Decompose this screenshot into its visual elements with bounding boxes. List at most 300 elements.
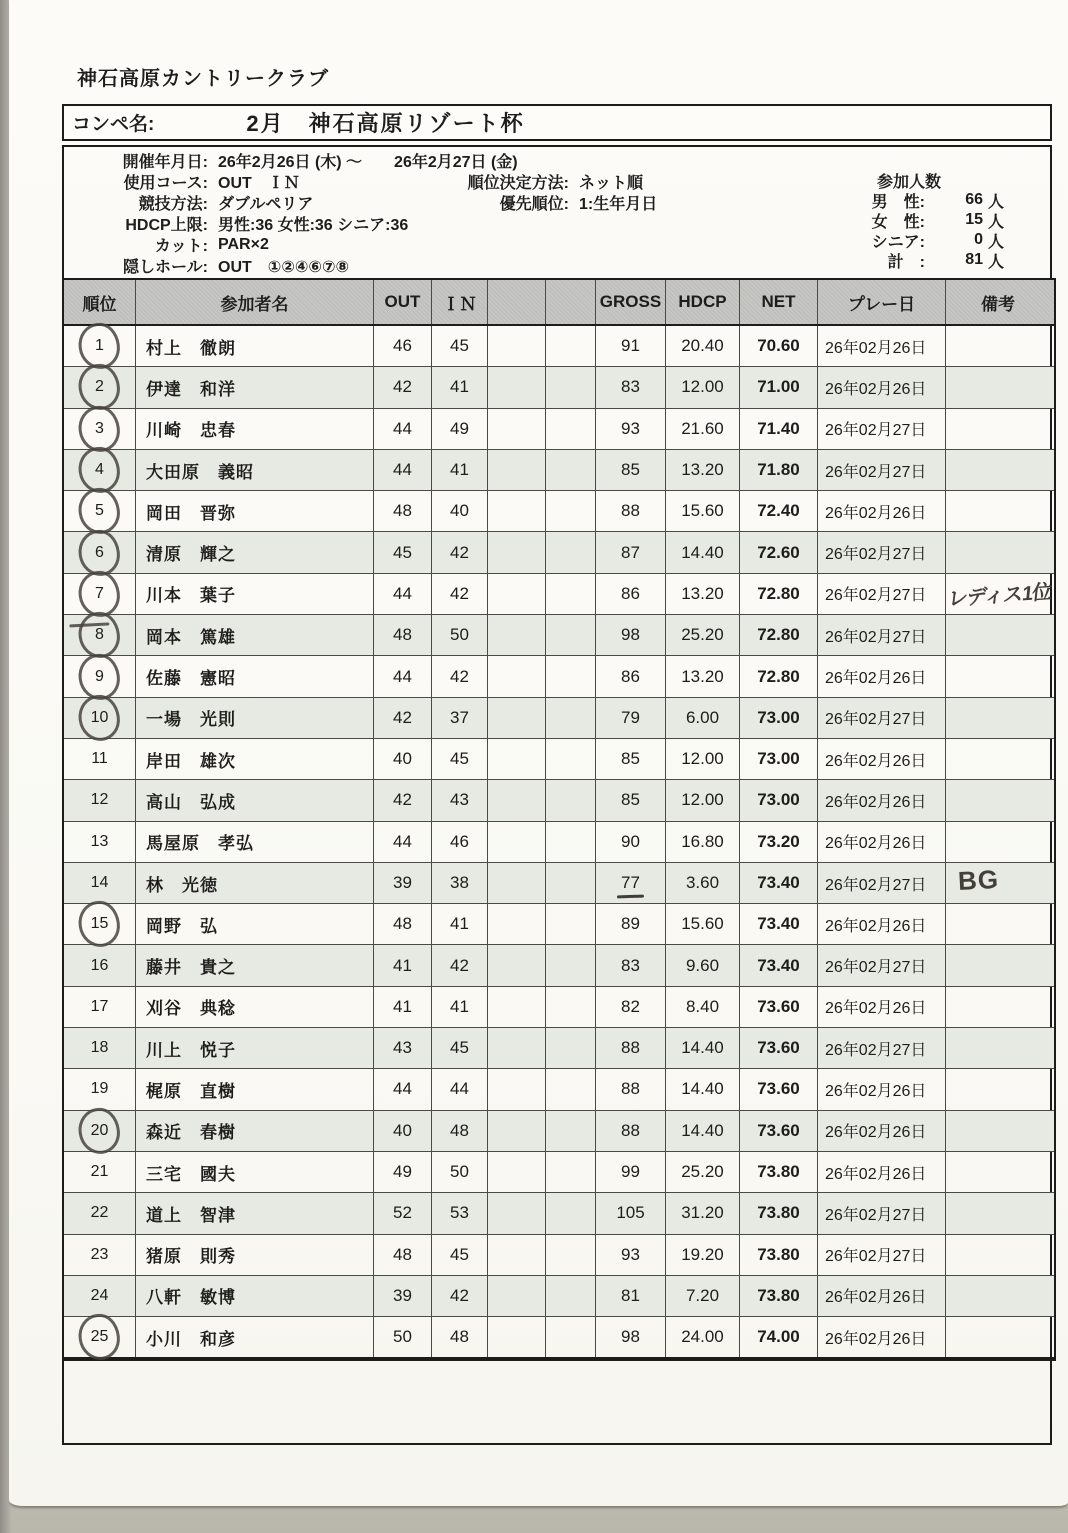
- handwritten-note: レディス1位: [946, 581, 1053, 611]
- participant-name-cell: 清原 輝之: [136, 532, 374, 572]
- participant-name-cell: 岡本 篤雄: [136, 615, 374, 655]
- column-header: HDCP: [666, 280, 740, 324]
- play-date-cell: 26年02月26日: [818, 1152, 946, 1192]
- out-score-cell: 43: [374, 1028, 432, 1068]
- in-score-cell: 48: [432, 1111, 488, 1151]
- out-score-cell: 40: [374, 1111, 432, 1151]
- gross-score-value: 85: [621, 790, 640, 810]
- in-score-cell: 49: [432, 409, 488, 449]
- net-score-cell: 73.60: [740, 1028, 818, 1068]
- play-date-cell: 26年02月27日: [818, 615, 946, 655]
- empty-cell: [488, 326, 546, 366]
- participant-count-label: 男 性:: [871, 193, 925, 211]
- out-score-cell: 44: [374, 1069, 432, 1109]
- rank-cell: [64, 491, 136, 531]
- out-score-cell: 41: [374, 945, 432, 985]
- rank-number: 9: [95, 667, 104, 685]
- empty-cell: [488, 739, 546, 779]
- empty-cell: [488, 904, 546, 944]
- competition-name: 2月 神石高原リゾート杯: [246, 111, 525, 136]
- remarks-cell: [946, 1276, 1050, 1316]
- empty-cell: [488, 1276, 546, 1316]
- competition-name-box: [62, 104, 1052, 141]
- column-header: 参加者名: [136, 280, 374, 324]
- gross-score-value: 105: [616, 1203, 645, 1223]
- in-score-cell: 41: [432, 987, 488, 1027]
- empty-cell: [546, 409, 596, 449]
- play-date-cell: 26年02月26日: [818, 491, 946, 531]
- column-header: ＩＮ: [432, 280, 488, 324]
- gross-score-cell: [596, 987, 666, 1027]
- rank-number: 4: [95, 461, 104, 479]
- play-date-cell: 26年02月27日: [818, 409, 946, 449]
- info-value: 男性:36 女性:36 シニア:36: [218, 217, 409, 234]
- participant-name-cell: 猪原 則秀: [136, 1235, 374, 1275]
- info-mid-label: 順位決定方法:: [467, 175, 569, 192]
- results-table-header: [64, 280, 1054, 326]
- table-row: [64, 822, 1054, 863]
- play-date-cell: 26年02月26日: [818, 367, 946, 407]
- remarks-cell: [946, 615, 1050, 655]
- out-score-cell: 42: [374, 367, 432, 407]
- out-score-cell: 48: [374, 1235, 432, 1275]
- info-label: カット:: [154, 238, 208, 255]
- empty-cell: [546, 450, 596, 490]
- participant-name-cell: 道上 智津: [136, 1193, 374, 1233]
- remarks-cell: [946, 574, 1053, 614]
- hdcp-cell: 21.60: [666, 409, 740, 449]
- gross-score-cell: [596, 656, 666, 696]
- table-row: [64, 987, 1054, 1028]
- play-date-cell: 26年02月26日: [818, 326, 946, 366]
- net-score-cell: 73.80: [740, 1276, 818, 1316]
- gross-score-cell: [596, 863, 666, 903]
- hdcp-cell: 19.20: [666, 1235, 740, 1275]
- empty-cell: [546, 574, 596, 614]
- empty-cell: [546, 491, 596, 531]
- net-score-cell: 70.60: [740, 326, 818, 366]
- info-mid-row: [349, 192, 657, 213]
- in-score-cell: 42: [432, 532, 488, 572]
- hdcp-cell: 14.40: [666, 1069, 740, 1109]
- net-score-cell: 73.60: [740, 1111, 818, 1151]
- gross-score-value: 93: [621, 1244, 640, 1264]
- net-score-cell: 73.60: [740, 987, 818, 1027]
- rank-number: 1: [95, 337, 104, 355]
- info-row: [74, 234, 518, 255]
- gross-score-value: 85: [621, 460, 640, 480]
- gross-score-cell: [596, 822, 666, 862]
- net-score-cell: 72.80: [740, 574, 818, 614]
- remarks-cell: [946, 987, 1050, 1027]
- gross-score-value: 98: [621, 1327, 640, 1347]
- participant-name-cell: 大田原 義昭: [136, 450, 374, 490]
- hdcp-cell: 12.00: [666, 739, 740, 779]
- info-row: [74, 255, 518, 276]
- play-date-cell: 26年02月27日: [818, 532, 946, 572]
- hdcp-cell: 25.20: [666, 615, 740, 655]
- empty-cell: [488, 367, 546, 407]
- table-row: [64, 945, 1054, 986]
- remarks-cell: [946, 1028, 1050, 1068]
- out-score-cell: 44: [374, 409, 432, 449]
- empty-cell: [488, 698, 546, 738]
- empty-cell: [546, 615, 596, 655]
- remarks-cell: [946, 491, 1050, 531]
- info-mid-label: 優先順位:: [499, 196, 569, 213]
- empty-cell: [546, 1111, 596, 1151]
- net-score-cell: 73.80: [740, 1193, 818, 1233]
- rank-cell: [64, 656, 136, 696]
- table-row: [64, 1317, 1054, 1359]
- club-name: 神石高原カントリークラブ: [77, 68, 329, 90]
- rank-number: 10: [90, 708, 109, 726]
- remarks-cell: [946, 367, 1050, 407]
- participant-count-row: [839, 210, 1004, 230]
- gross-score-value: 83: [621, 377, 640, 397]
- results-table-body: [64, 326, 1054, 1359]
- play-date-cell: 26年02月27日: [818, 1235, 946, 1275]
- participant-name-cell: 川上 悦子: [136, 1028, 374, 1068]
- gross-score-cell: [596, 615, 666, 655]
- remarks-cell: [946, 409, 1050, 449]
- in-score-cell: 42: [432, 1276, 488, 1316]
- empty-cell: [546, 1235, 596, 1275]
- hdcp-cell: 8.40: [666, 987, 740, 1027]
- gross-score-value: 88: [621, 1038, 640, 1058]
- participant-count-label: 女 性:: [871, 213, 925, 231]
- hdcp-cell: 13.20: [666, 450, 740, 490]
- rank-number: 23: [90, 1245, 109, 1263]
- participant-name-cell: 高山 弘成: [136, 780, 374, 820]
- gross-score-value: 83: [621, 955, 640, 975]
- rank-number: 13: [90, 832, 109, 850]
- rank-cell: [64, 1069, 136, 1109]
- table-row: [64, 1152, 1054, 1193]
- participant-name-cell: 八軒 敏博: [136, 1276, 374, 1316]
- in-score-cell: 43: [432, 780, 488, 820]
- info-value: OUT ①②④⑥⑦⑧: [218, 259, 350, 276]
- empty-cell: [546, 1152, 596, 1192]
- net-score-cell: 73.20: [740, 822, 818, 862]
- table-row: [64, 574, 1054, 615]
- hdcp-cell: 14.40: [666, 532, 740, 572]
- participant-count-unit: 人: [988, 213, 1005, 231]
- out-score-cell: 44: [374, 450, 432, 490]
- hdcp-cell: 12.00: [666, 780, 740, 820]
- hdcp-cell: 15.60: [666, 904, 740, 944]
- empty-cell: [546, 739, 596, 779]
- participant-name-cell: 佐藤 憲昭: [136, 656, 374, 696]
- in-score-cell: 53: [432, 1193, 488, 1233]
- gross-score-cell: [596, 1152, 666, 1192]
- rank-number: 16: [90, 956, 109, 974]
- participant-name-cell: 梶原 直樹: [136, 1069, 374, 1109]
- in-score-cell: 41: [432, 450, 488, 490]
- info-value: 26年2月26日 (木) ～ 26年2月27日 (金): [218, 154, 518, 171]
- hdcp-cell: 7.20: [666, 1276, 740, 1316]
- table-row: [64, 904, 1054, 945]
- gross-score-cell: [596, 739, 666, 779]
- participant-counts-title: 参加人数: [877, 174, 942, 191]
- play-date-cell: 26年02月26日: [818, 1276, 946, 1316]
- participant-count-value: 66: [965, 191, 983, 208]
- empty-cell: [546, 822, 596, 862]
- empty-cell: [546, 780, 596, 820]
- in-score-cell: 50: [432, 1152, 488, 1192]
- gross-score-cell: [596, 491, 666, 531]
- competition-label: コンペ名:: [72, 114, 155, 135]
- net-score-cell: 74.00: [740, 1317, 818, 1357]
- empty-cell: [488, 987, 546, 1027]
- out-score-cell: 48: [374, 491, 432, 531]
- out-score-cell: 44: [374, 656, 432, 696]
- gross-score-cell: [596, 532, 666, 572]
- empty-cell: [488, 615, 546, 655]
- empty-cell: [488, 1028, 546, 1068]
- rank-number: 25: [90, 1328, 109, 1346]
- rank-cell: [64, 450, 136, 490]
- participant-counts: [839, 169, 1004, 270]
- remarks-cell: [946, 904, 1050, 944]
- out-score-cell: 39: [374, 863, 432, 903]
- participant-name-cell: 三宅 國夫: [136, 1152, 374, 1192]
- remarks-cell: [946, 1193, 1050, 1233]
- in-score-cell: 42: [432, 945, 488, 985]
- hdcp-cell: 9.60: [666, 945, 740, 985]
- in-score-cell: 42: [432, 574, 488, 614]
- rank-cell: [64, 409, 136, 449]
- out-score-cell: 42: [374, 780, 432, 820]
- rank-number: 5: [95, 502, 104, 520]
- column-header: OUT: [374, 280, 432, 324]
- out-score-cell: 44: [374, 822, 432, 862]
- out-score-cell: 49: [374, 1152, 432, 1192]
- in-score-cell: 42: [432, 656, 488, 696]
- gross-score-cell: [596, 409, 666, 449]
- column-header: [488, 280, 546, 324]
- remarks-cell: [946, 1069, 1050, 1109]
- gross-score-cell: [596, 904, 666, 944]
- document-paper: [9, 0, 1068, 1506]
- play-date-cell: 26年02月26日: [818, 904, 946, 944]
- participant-name-cell: 川本 葉子: [136, 574, 374, 614]
- rank-cell: [64, 698, 136, 738]
- empty-cell: [488, 1111, 546, 1151]
- play-date-cell: 26年02月26日: [818, 987, 946, 1027]
- empty-cell: [546, 698, 596, 738]
- gross-score-cell: [596, 780, 666, 820]
- empty-cell: [488, 1317, 546, 1357]
- gross-score-value: 87: [621, 542, 640, 562]
- table-row: [64, 863, 1054, 904]
- hdcp-cell: 25.20: [666, 1152, 740, 1192]
- participant-name-cell: 伊達 和洋: [136, 367, 374, 407]
- rank-number: 18: [90, 1039, 109, 1057]
- rank-number: 21: [90, 1163, 109, 1181]
- empty-cell: [488, 450, 546, 490]
- gross-score-value: 81: [621, 1285, 640, 1305]
- in-score-cell: 50: [432, 615, 488, 655]
- hdcp-cell: 3.60: [666, 863, 740, 903]
- participant-name-cell: 岡野 弘: [136, 904, 374, 944]
- gross-score-value: 85: [621, 749, 640, 769]
- remarks-cell: [946, 656, 1050, 696]
- out-score-cell: 42: [374, 698, 432, 738]
- play-date-cell: 26年02月27日: [818, 863, 946, 903]
- net-score-cell: 73.00: [740, 780, 818, 820]
- empty-cell: [488, 822, 546, 862]
- empty-cell: [546, 945, 596, 985]
- column-header: 備考: [981, 294, 1015, 314]
- table-row: [64, 1111, 1054, 1152]
- hdcp-cell: 15.60: [666, 491, 740, 531]
- gross-score-cell: [596, 1111, 666, 1151]
- play-date-cell: 26年02月26日: [818, 1069, 946, 1109]
- rank-cell: [64, 945, 136, 985]
- remarks-cell: [946, 1235, 1050, 1275]
- gross-score-cell: [596, 698, 666, 738]
- in-score-cell: 45: [432, 739, 488, 779]
- table-row: [64, 1276, 1054, 1317]
- out-score-cell: 50: [374, 1317, 432, 1357]
- table-row: [64, 656, 1054, 697]
- net-score-cell: 73.80: [740, 1152, 818, 1192]
- gross-score-value: 77: [621, 873, 640, 892]
- gross-score-cell: [596, 1235, 666, 1275]
- info-label: 開催年月日:: [122, 154, 208, 171]
- rank-cell: [64, 987, 136, 1027]
- net-score-cell: 72.80: [740, 615, 818, 655]
- table-row: [64, 1069, 1054, 1110]
- out-score-cell: 44: [374, 574, 432, 614]
- rank-cell: [64, 367, 136, 407]
- participant-count-row: [839, 250, 1004, 270]
- participant-count-value: 81: [965, 251, 983, 268]
- gross-score-value: 82: [621, 996, 640, 1016]
- play-date-cell: 26年02月27日: [818, 1028, 946, 1068]
- participant-name-cell: 岡田 晋弥: [136, 491, 374, 531]
- net-score-cell: 73.00: [740, 739, 818, 779]
- rank-cell: [64, 574, 136, 614]
- play-date-cell: 26年02月26日: [818, 822, 946, 862]
- gross-score-value: 99: [621, 1162, 640, 1182]
- in-score-cell: 45: [432, 1235, 488, 1275]
- column-header: GROSS: [596, 280, 666, 324]
- participant-counts-rows: [839, 190, 1004, 270]
- empty-cell: [546, 1317, 596, 1357]
- rank-number: 15: [90, 915, 109, 933]
- table-row: [64, 367, 1054, 408]
- info-label: 隠しホール:: [122, 259, 208, 276]
- remarks-cell: [946, 450, 1050, 490]
- participant-name-cell: 藤井 貴之: [136, 945, 374, 985]
- hdcp-cell: 14.40: [666, 1028, 740, 1068]
- rank-number: 8: [95, 626, 104, 644]
- gross-score-cell: [596, 326, 666, 366]
- play-date-cell: 26年02月27日: [818, 574, 946, 614]
- gross-score-cell: [596, 574, 666, 614]
- participant-name-cell: 村上 徹朗: [136, 326, 374, 366]
- table-row: [64, 615, 1054, 656]
- gross-score-value: 79: [621, 707, 640, 727]
- remarks-cell: [946, 739, 1050, 779]
- play-date-cell: 26年02月26日: [818, 780, 946, 820]
- net-score-cell: 72.60: [740, 532, 818, 572]
- in-score-cell: 38: [432, 863, 488, 903]
- rank-cell: [64, 822, 136, 862]
- participant-count-unit: 人: [988, 253, 1005, 271]
- handwritten-note: BG: [957, 863, 1000, 896]
- play-date-cell: 26年02月26日: [818, 739, 946, 779]
- hdcp-cell: 13.20: [666, 656, 740, 696]
- empty-cell: [488, 574, 546, 614]
- empty-cell: [488, 656, 546, 696]
- hdcp-cell: 13.20: [666, 574, 740, 614]
- table-row: [64, 532, 1054, 573]
- rank-number: 24: [90, 1286, 109, 1304]
- rank-cell: [64, 739, 136, 779]
- gross-score-value: 98: [621, 625, 640, 645]
- net-score-cell: 73.40: [740, 863, 818, 903]
- info-row: [74, 213, 518, 234]
- gross-score-cell: [596, 1028, 666, 1068]
- table-row: [64, 780, 1054, 821]
- gross-score-cell: [596, 1193, 666, 1233]
- rank-cell: [64, 1317, 136, 1357]
- out-score-cell: 40: [374, 739, 432, 779]
- remarks-cell: [946, 532, 1050, 572]
- empty-cell: [546, 1276, 596, 1316]
- out-score-cell: 48: [374, 615, 432, 655]
- in-score-cell: 41: [432, 367, 488, 407]
- gross-score-cell: [596, 1317, 666, 1357]
- participant-count-unit: 人: [988, 233, 1005, 251]
- table-row: [64, 1193, 1054, 1234]
- rank-number: 6: [95, 543, 104, 561]
- rank-number: 17: [90, 997, 109, 1015]
- empty-cell: [546, 987, 596, 1027]
- net-score-cell: 71.80: [740, 450, 818, 490]
- net-score-cell: 72.40: [740, 491, 818, 531]
- info-mid-value: 1:生年月日: [579, 196, 658, 213]
- rank-cell: [64, 615, 136, 655]
- empty-cell: [546, 367, 596, 407]
- rank-cell: [64, 1235, 136, 1275]
- out-score-cell: 45: [374, 532, 432, 572]
- gross-score-cell: [596, 1069, 666, 1109]
- empty-cell: [488, 1235, 546, 1275]
- remarks-cell: [946, 1111, 1050, 1151]
- play-date-cell: 26年02月27日: [818, 698, 946, 738]
- out-score-cell: 39: [374, 1276, 432, 1316]
- remarks-cell: [946, 780, 1050, 820]
- rank-number: 11: [91, 750, 108, 768]
- info-mid-row: [349, 171, 657, 192]
- in-score-cell: 41: [432, 904, 488, 944]
- net-score-cell: 73.40: [740, 945, 818, 985]
- empty-cell: [488, 1193, 546, 1233]
- table-row: [64, 739, 1054, 780]
- info-value: ダブルペリア: [218, 196, 314, 213]
- rank-cell: [64, 1276, 136, 1316]
- info-value: OUT ＩＮ: [218, 175, 300, 192]
- table-row: [64, 450, 1054, 491]
- out-score-cell: 48: [374, 904, 432, 944]
- rank-number: 22: [90, 1204, 109, 1222]
- info-label: HDCP上限:: [125, 217, 208, 234]
- net-score-cell: 71.00: [740, 367, 818, 407]
